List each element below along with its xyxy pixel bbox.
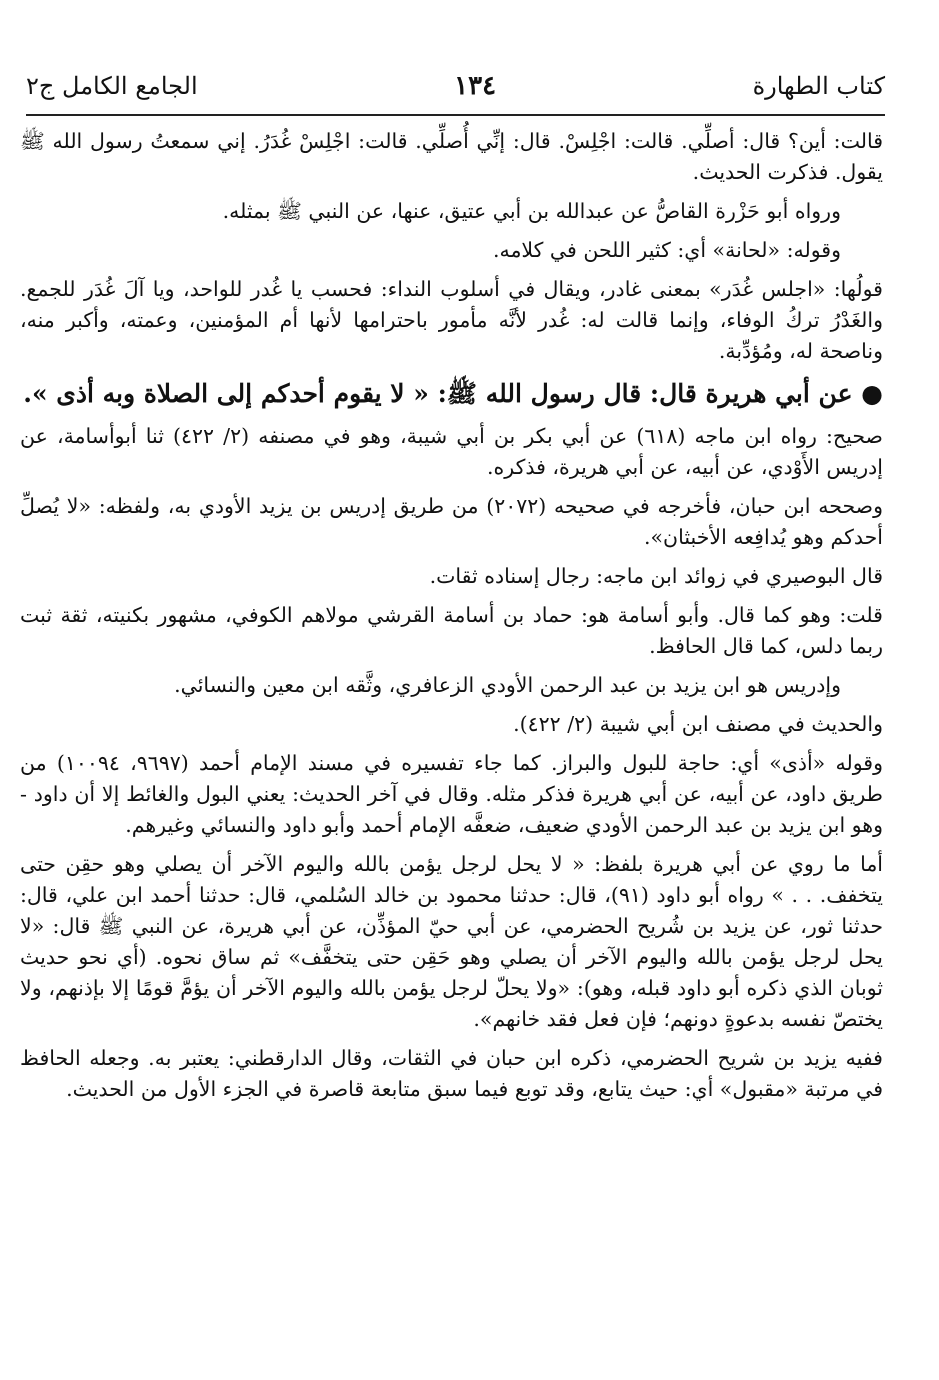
paragraph: قلت: وهو كما قال. وأبو أسامة هو: حماد بن أسامة القرشي مولاهم الكوفي، مشهور بكنيته، ثقة ثبت ربما دلس، كما قال الحافظ. <box>20 603 883 658</box>
paragraph: وقوله: «لحانة» أي: كثير اللحن في كلامه. <box>492 238 841 262</box>
running-header <box>26 66 885 106</box>
paragraph: وصححه ابن حبان، فأخرجه في صحيحه (٢٠٧٢) من طريق إدريس بن يزيد الأودي به، ولفظه: «لا يُصلِّ أحدكم وهو يُدافِعه الأخبثان». <box>20 494 883 549</box>
paragraph: وقوله «أذى» أي: حاجة للبول والبراز. كما جاء تفسيره في مسند الإمام أحمد (٩٦٩٧، ١٠٠٩٤) من طريق داود، عن أبيه، عن أبي هريرة فذكر مثله. وقال في آخر الحديث: يعني البول والغائط إلا أن داود - وهو ابن يزيد بن عبد الرحمن الأودي ضعيف، ضعفَّه الإمام أحمد وأبو داود والنسائي وغيرهم. <box>20 751 883 837</box>
paragraph: وإدريس هو ابن يزيد بن عبد الرحمن الأودي الزعافري، وثَّقه ابن معين والنسائي. <box>174 673 841 697</box>
paragraph: قال البوصيري في زوائد ابن ماجه: رجال إسناده ثقات. <box>429 564 883 588</box>
paragraph: أما ما روي عن أبي هريرة بلفظ: « لا يحل لرجل يؤمن بالله واليوم الآخر أن يصلي وهو حقِن حتى يتخفف. . . » رواه أبو داود (٩١)، قال: حدثنا محمود بن خالد السُلمي، قال: حدثنا أحمد ابن علي، قال: حدثنا ثور، عن يزيد بن شُريح الحضرمي، عن أبي حيّ المؤذِّن، عن أبي هريرة، عن النبي ﷺ قال: «لا يحل لرجل يؤمن بالله واليوم الآخر أن يصلي وهو حَقِن حتى يتخفَّف» ثم ساق نحوه. (أي نحو حديث ثوبان الذي ذكره أبو داود قبله، وهو): «ولا يحلّ لرجل يؤمن بالله واليوم الآخر أن يؤمَّ قومًا إلا بإذنهم، ولا يختصّ نفسه بدعوةٍ دونهم؛ فإن فعل فقد خانهم». <box>20 852 884 1031</box>
paragraph: صحيح: رواه ابن ماجه (٦١٨) عن أبي بكر بن أبي شيبة، وهو في مصنفه (٢/ ٤٢٢) ثنا أبوأسامة، عن إدريس الأَوْدي، عن أبيه، عن أبي هريرة، فذكره. <box>20 424 883 479</box>
book-title: كتاب الطهارة <box>752 72 885 100</box>
series-title: الجامع الكامل ج٢ <box>26 72 198 100</box>
page-body <box>20 126 883 1113</box>
paragraph: والحديث في مصنف ابن أبي شيبة (٢/ ٤٢٢). <box>513 712 883 736</box>
paragraph: ورواه أبو حَزْرة القاصُّ عن عبدالله بن أبي عتيق، عنها، عن النبي ﷺ بمثله. <box>222 199 841 223</box>
page-number: ١٣٤ <box>454 71 497 101</box>
paragraph: قالت: أين؟ قال: أصلِّي. قالت: اجْلِسْ. قال: إنِّي أُصلِّي. قالت: اجْلِسْ غُدَرُ. إني سمعتُ رسول الله ﷺ يقول. فذكرت الحديث. <box>20 129 883 184</box>
paragraph: قولُها: «اجلس غُدَر» بمعنى غادر، ويقال في أسلوب النداء: فحسب يا غُدر للواحد، ويا آلَ غُدَر للجمع. والغَدْرُ تركُ الوفاء، وإنما قالت له: غُدر لأنَّه مأمور باحترامها لأنها أم المؤمنين، وعمته، وأكبر منه، وناصحة له، ومُؤدِّبة. <box>20 277 883 363</box>
header-rule <box>26 114 885 116</box>
paragraph: ففيه يزيد بن شريح الحضرمي، ذكره ابن حبان في الثقات، وقال الدارقطني: يعتبر به. وجعله الحافظ في مرتبة «مقبول» أي: حيث يتابع، وقد توبع فيما سبق متابعة قاصرة في الجزء الأول من الحديث. <box>20 1046 883 1101</box>
hadith-text: ● عن أبي هريرة قال: قال رسول الله ﷺ: « لا يقوم أحدكم إلى الصلاة وبه أذى ». <box>23 379 883 408</box>
